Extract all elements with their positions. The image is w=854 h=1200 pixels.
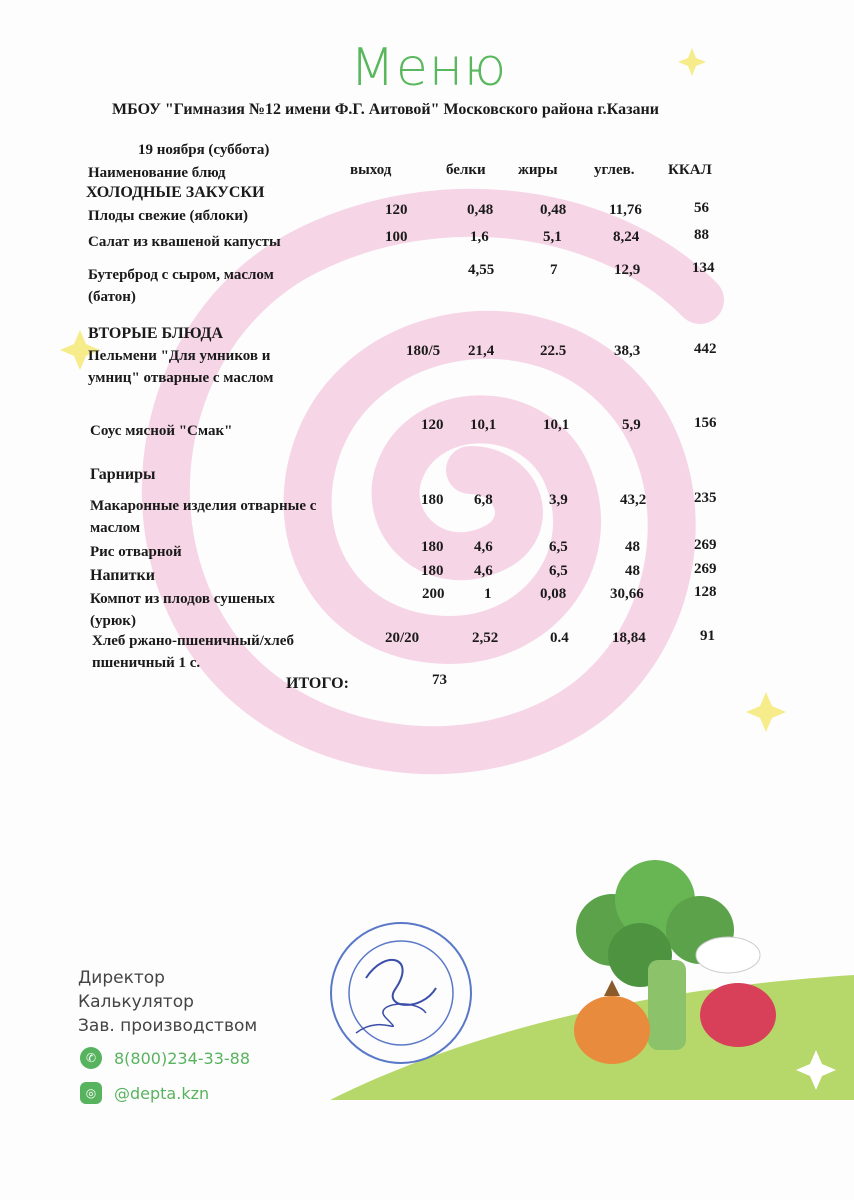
signature-director: Директор [78,968,165,988]
sparkle-icon [678,48,706,76]
section-garnish: Гарниры [90,466,156,483]
total-label: ИТОГО: [286,675,349,692]
dish-output: 120 [385,202,408,218]
dish-carbs: 30,66 [610,586,644,602]
col-output-header: выход [350,162,392,178]
dish-name: Соус мясной "Смак" [90,423,233,439]
dish-output: 180/5 [406,343,441,359]
phone-icon: ✆ [80,1047,102,1069]
dish-fat: 5,1 [543,229,562,245]
dish-fat: 0,48 [540,202,567,218]
phone-number[interactable]: 8(800)234-33-88 [114,1048,251,1068]
dish-carbs: 43,2 [620,492,647,508]
section-drinks: Напитки [90,567,155,584]
dish-kcal: 88 [694,227,709,243]
instagram-handle[interactable]: @depta.kzn [114,1083,210,1103]
signature-production: Зав. производством [78,1016,258,1036]
dish-kcal: 235 [694,490,717,506]
sparkle-icon [746,692,786,732]
dish-carbs: 48 [625,539,640,555]
contact-phone[interactable] [80,1047,250,1069]
dish-fat: 0,08 [540,586,567,602]
dish-protein: 21,4 [468,343,495,359]
dish-kcal: 442 [694,341,717,357]
page-title: Меню [350,38,508,98]
dish-output: 180 [421,539,444,555]
dish-output: 100 [385,229,408,245]
dish-kcal: 91 [700,628,715,644]
dish-name: Бутерброд с сыром, маслом [88,267,274,283]
dish-kcal: 269 [694,537,717,553]
dish-protein: 0,48 [467,202,494,218]
dish-name: Пельмени "Для умников и [88,348,271,364]
dish-output: 180 [421,492,444,508]
organization-name: МБОУ "Гимназия №12 имени Ф.Г. Аитовой" Московского района г.Казани [112,101,659,118]
dish-name-line2: маслом [90,520,141,536]
col-protein-header: белки [446,162,486,178]
dish-protein: 1,6 [470,229,489,245]
dish-fat: 6,5 [549,539,568,555]
dish-protein: 4,6 [474,539,493,555]
dish-carbs: 38,3 [614,343,641,359]
dish-protein: 6,8 [474,492,493,508]
dish-output: 120 [421,417,444,433]
dish-fat: 7 [550,262,558,278]
dish-output: 200 [422,586,445,602]
dish-name: Рис отварной [90,544,182,560]
dish-name-line2: (батон) [88,289,136,305]
dish-kcal: 269 [694,561,717,577]
dish-protein: 1 [484,586,492,602]
dish-kcal: 134 [692,260,715,276]
dish-name: Плоды свежие (яблоки) [88,208,248,224]
col-fat-header: жиры [518,162,558,178]
dish-carbs: 5,9 [622,417,641,433]
stamp-seal [326,918,476,1068]
col-name-header: Наименование блюд [88,165,226,181]
col-carbs-header: углев. [594,162,635,178]
dish-fat: 22.5 [540,343,567,359]
dish-name-line2: (урюк) [90,613,136,629]
dish-output: 180 [421,563,444,579]
signature-calculator: Калькулятор [78,992,194,1012]
dish-carbs: 12,9 [614,262,641,278]
dish-protein: 4,6 [474,563,493,579]
dish-protein: 10,1 [470,417,497,433]
dish-kcal: 56 [694,200,709,216]
dish-output: 20/20 [385,630,420,646]
dish-carbs: 18,84 [612,630,646,646]
dish-fat: 3,9 [549,492,568,508]
dish-carbs: 48 [625,563,640,579]
dish-kcal: 156 [694,415,717,431]
menu-date: 19 ноября (суббота) [138,142,270,158]
dish-name: Хлеб ржано-пшеничный/хлеб [92,633,294,649]
section-second: ВТОРЫЕ БЛЮДА [88,325,223,342]
col-kcal-header: ККАЛ [668,162,712,178]
dish-name: Компот из плодов сушеных [90,591,275,607]
section-cold: ХОЛОДНЫЕ ЗАКУСКИ [86,184,265,201]
total-value: 73 [432,672,447,688]
dish-name: Салат из квашеной капусты [88,234,281,250]
dish-carbs: 8,24 [613,229,640,245]
dish-name-line2: умниц" отварные с маслом [88,370,274,386]
contact-instagram[interactable] [80,1082,209,1104]
dish-name-line2: пшеничный 1 с. [92,655,201,671]
dish-protein: 2,52 [472,630,499,646]
dish-fat: 0.4 [550,630,569,646]
dish-protein: 4,55 [468,262,495,278]
dish-fat: 10,1 [543,417,570,433]
instagram-icon: ◎ [80,1082,102,1104]
dish-carbs: 11,76 [609,202,642,218]
dish-name: Макаронные изделия отварные с [90,498,317,514]
dish-kcal: 128 [694,584,717,600]
dish-fat: 6,5 [549,563,568,579]
